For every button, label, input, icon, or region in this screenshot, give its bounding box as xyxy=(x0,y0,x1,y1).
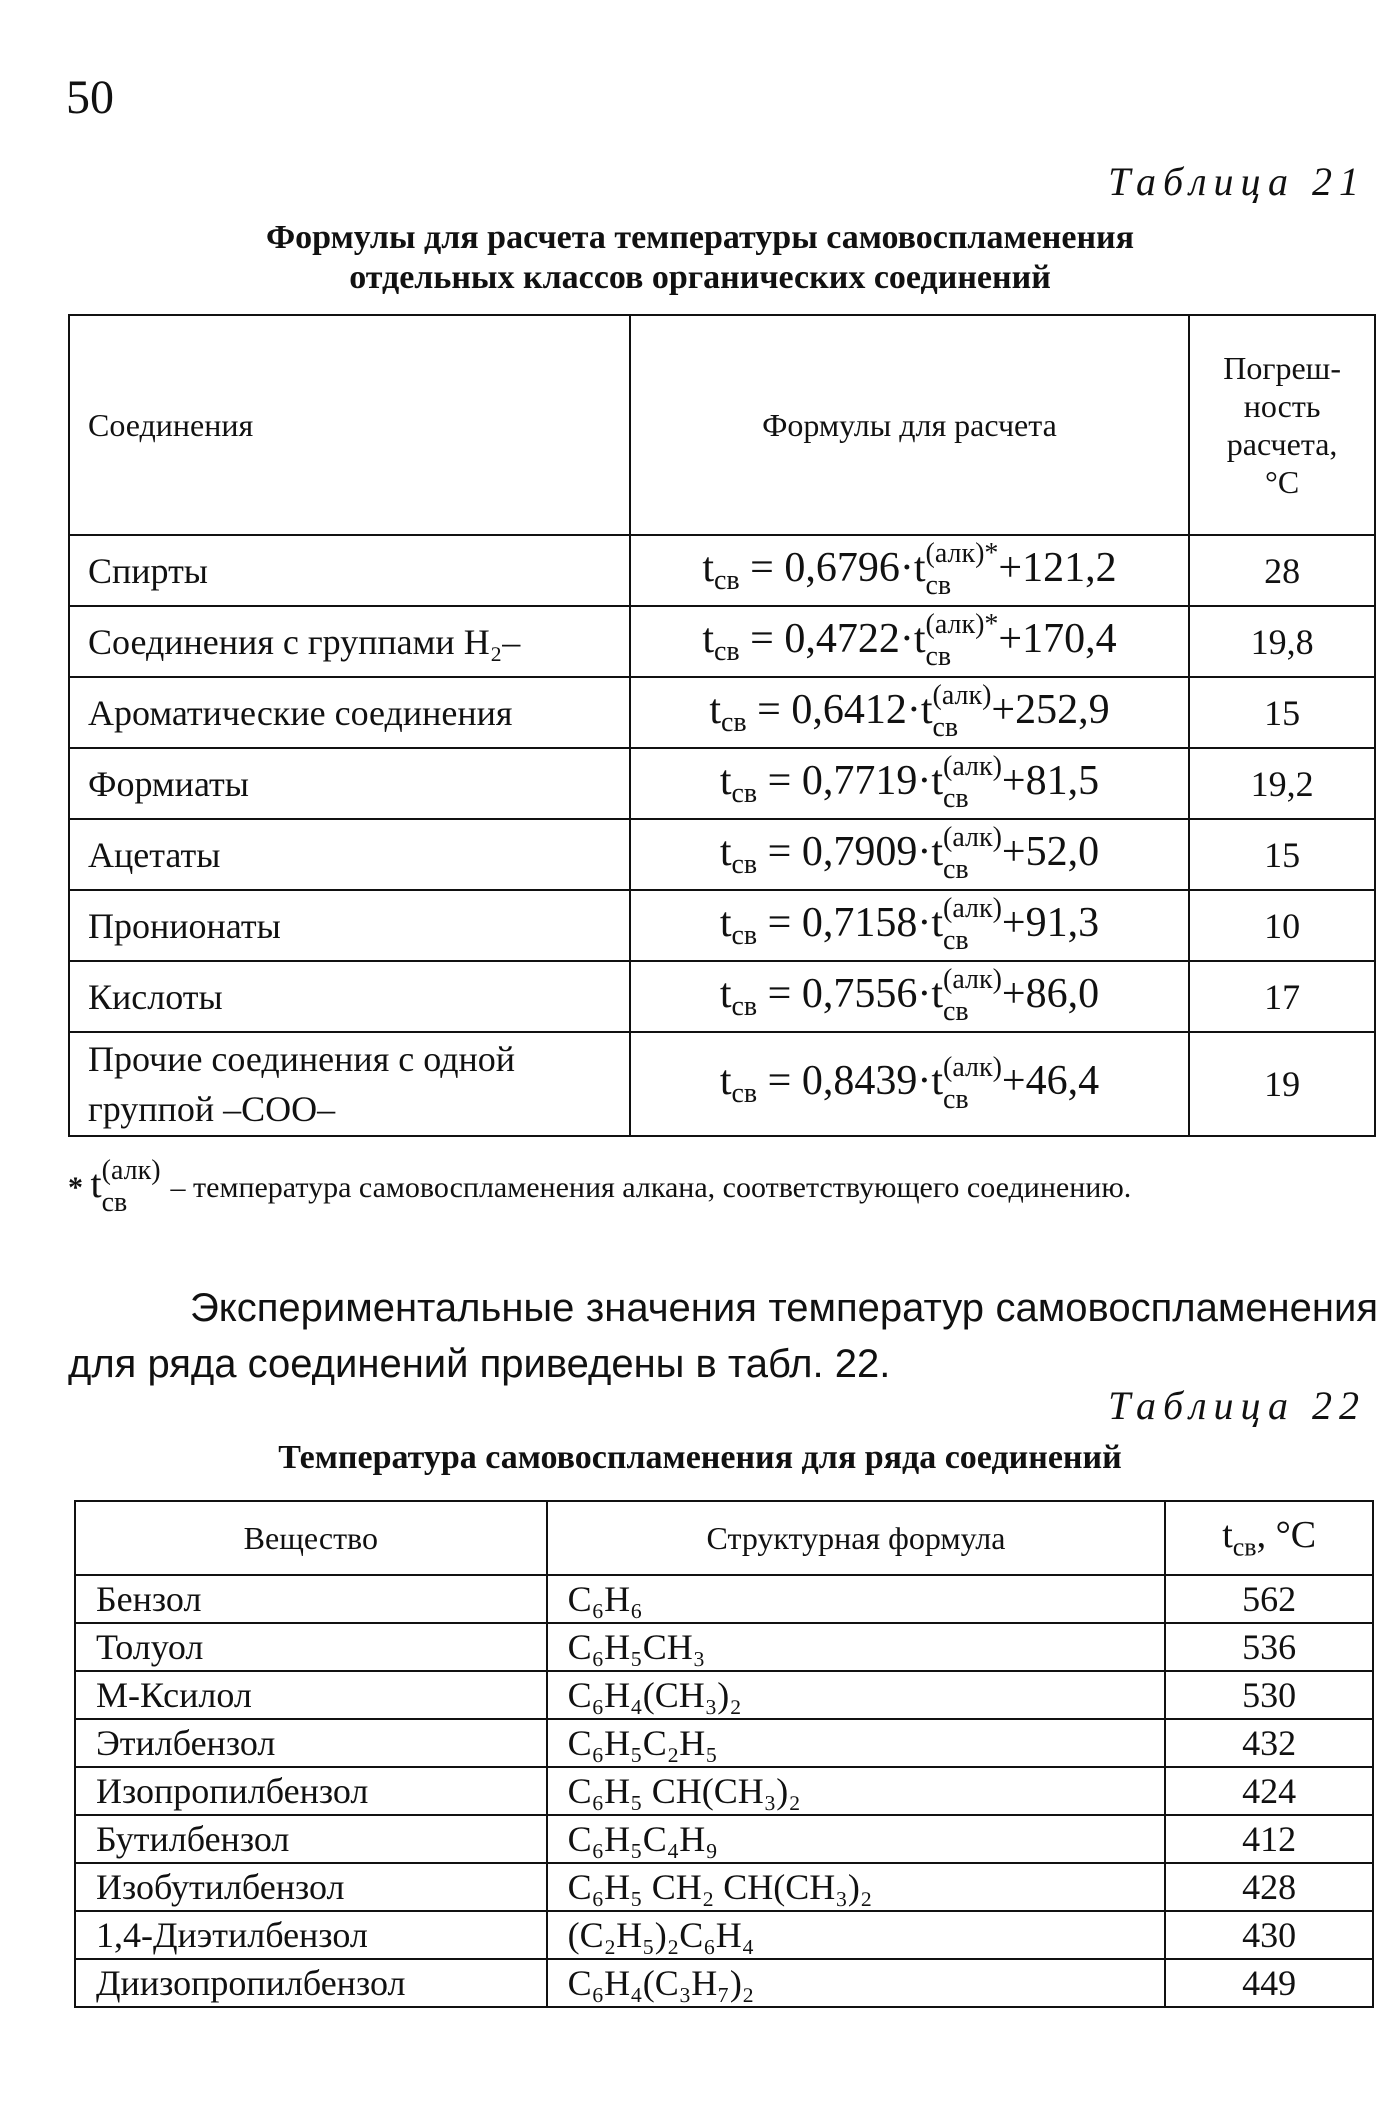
formula-sup: (алк) xyxy=(943,964,1002,996)
table-21 xyxy=(68,314,1376,1137)
structural-formula: C₆H₅ CH(CH₃)₂ xyxy=(547,1767,1166,1815)
structural-formula: (C₂H₅)₂C₆H₄ xyxy=(547,1911,1166,1959)
header-formulas: Формулы для расчета xyxy=(630,315,1190,535)
formula-equals: = xyxy=(739,615,785,662)
table-row xyxy=(75,1671,1373,1719)
substance-name: Бутилбензол xyxy=(75,1815,547,1863)
formula-t-sub: св xyxy=(731,848,758,880)
compound-name: Ацетаты xyxy=(69,819,630,890)
formula-t: t xyxy=(719,1058,732,1105)
formula-sub: св xyxy=(943,854,969,886)
formula-sub: св xyxy=(925,570,952,602)
formula-coefficient: 0,6412 xyxy=(791,686,907,733)
structural-formula: C₆H₅ CH₂ CH(CH₃)₂ xyxy=(547,1863,1166,1911)
table-row xyxy=(75,1863,1373,1911)
formula-t-alk: t xyxy=(913,544,926,591)
ignition-temperature: 536 xyxy=(1165,1623,1373,1671)
table-21-body xyxy=(69,535,1375,1136)
formula-equals: = xyxy=(757,970,802,1017)
compound-name: Прочие соединения с одной группой –СОО– xyxy=(69,1032,630,1136)
structural-formula: C₆H₅C₄H₉ xyxy=(547,1815,1166,1863)
formula-equals: = xyxy=(757,899,802,946)
table-21-title-line2: отдельных классов органических соединений xyxy=(349,259,1051,296)
footnote-star: * xyxy=(68,1171,83,1205)
formula-sub: св xyxy=(925,641,952,673)
header-temp-symbol: t xyxy=(1222,1514,1233,1557)
substance-name: Бензол xyxy=(75,1575,547,1623)
table-row xyxy=(69,1032,1375,1136)
formula-cell xyxy=(630,961,1190,1032)
formula-coefficient: 0,6796 xyxy=(784,544,900,591)
structural-formula: C₆H₄(C₃H₇)₂ xyxy=(547,1959,1166,2007)
formula-t-sub: св xyxy=(720,706,747,738)
header-structural-formula: Структурная формула xyxy=(547,1501,1166,1575)
formula-t-sub: св xyxy=(713,635,740,667)
formula-sup-sub xyxy=(943,893,1002,957)
formula-sup: (алк)* xyxy=(925,609,999,641)
substance-name: Диизопропилбензол xyxy=(75,1959,547,2007)
formula-sub: св xyxy=(932,712,959,744)
error-value: 19,2 xyxy=(1189,748,1375,819)
compound-name: Пронионаты xyxy=(69,890,630,961)
formula-sub: св xyxy=(943,1083,969,1115)
formula-coefficient: 0,7556 xyxy=(801,970,918,1017)
formula-t-sub: св xyxy=(731,919,758,951)
formula-constant: +252,9 xyxy=(991,686,1110,733)
formula-t: t xyxy=(719,899,732,946)
formula-cell xyxy=(630,606,1190,677)
structural-formula: C₆H₅C₂H₅ xyxy=(547,1719,1166,1767)
compound-name: Спирты xyxy=(69,535,630,606)
formula-t-alk: t xyxy=(931,1058,943,1105)
formula-constant: +52,0 xyxy=(1001,828,1100,875)
formula-t-sub: св xyxy=(731,1078,758,1110)
ignition-temperature: 432 xyxy=(1165,1719,1373,1767)
formula-sup-sub xyxy=(925,609,999,673)
substance-name: Изопропилбензол xyxy=(75,1767,547,1815)
table-22-title: Температура самовоспламенения для ряда соединений xyxy=(278,1439,1122,1476)
error-value: 28 xyxy=(1189,535,1375,606)
ignition-temperature: 428 xyxy=(1165,1863,1373,1911)
formula-equals: = xyxy=(757,1058,802,1105)
table-row xyxy=(75,1815,1373,1863)
formula-coefficient: 0,7158 xyxy=(801,899,918,946)
footnote-sup: (алк) xyxy=(101,1155,161,1186)
compound-name: Кислоты xyxy=(69,961,630,1032)
formula-cell xyxy=(630,535,1190,606)
formula-t-alk: t xyxy=(913,615,926,662)
table-row xyxy=(69,535,1375,606)
formula-cell xyxy=(630,748,1190,819)
formula-sup: (алк) xyxy=(943,893,1002,925)
formula-dot: · xyxy=(917,970,932,1017)
page-number: 50 xyxy=(66,71,114,124)
ignition-temperature: 562 xyxy=(1165,1575,1373,1623)
formula-t: t xyxy=(719,828,732,875)
formula-dot: · xyxy=(906,686,921,733)
formula-cell xyxy=(630,819,1190,890)
formula-t: t xyxy=(709,686,721,733)
substance-name: Изобутилбензол xyxy=(75,1863,547,1911)
header-compounds: Соединения xyxy=(69,315,630,535)
formula-sup: (алк) xyxy=(943,822,1002,854)
structural-formula: C₆H₆ xyxy=(547,1575,1166,1623)
formula-dot: · xyxy=(899,615,914,662)
header-error-line4: °С xyxy=(1265,464,1300,500)
table-row xyxy=(75,1719,1373,1767)
formula-sup: (алк)* xyxy=(925,538,999,570)
ignition-temperature: 430 xyxy=(1165,1911,1373,1959)
error-value: 17 xyxy=(1189,961,1375,1032)
header-substance: Вещество xyxy=(75,1501,547,1575)
substance-name: 1,4-Диэтилбензол xyxy=(75,1911,547,1959)
formula-coefficient: 0,4722 xyxy=(784,615,900,662)
table-row xyxy=(69,748,1375,819)
formula-t-alk: t xyxy=(931,757,943,804)
error-value: 10 xyxy=(1189,890,1375,961)
substance-name: М-Ксилол xyxy=(75,1671,547,1719)
footnote-symbol xyxy=(90,1155,171,1218)
table-21-title xyxy=(0,218,1400,298)
formula-t: t xyxy=(702,544,714,591)
header-error-line3: расчета, xyxy=(1226,426,1338,462)
error-value: 19 xyxy=(1189,1032,1375,1136)
table-21-caption: Таблица 21 xyxy=(1108,159,1366,204)
formula-t-alk: t xyxy=(931,970,943,1017)
formula-constant: +91,3 xyxy=(1001,899,1100,946)
table-row xyxy=(75,1767,1373,1815)
table-22-body xyxy=(75,1575,1373,2007)
formula-sup: (алк) xyxy=(943,751,1002,783)
table-22-caption: Таблица 22 xyxy=(1108,1383,1366,1428)
formula-t-alk: t xyxy=(931,899,943,946)
formula-t-sub: св xyxy=(731,777,758,809)
footnote-sup-sub xyxy=(101,1155,161,1218)
formula-constant: +121,2 xyxy=(998,544,1117,591)
header-temp-unit: , °С xyxy=(1256,1514,1317,1557)
table-21-header-row xyxy=(69,315,1375,535)
formula-cell xyxy=(630,677,1190,748)
table-row xyxy=(69,819,1375,890)
formula-constant: +46,4 xyxy=(1001,1058,1100,1105)
table-row xyxy=(69,890,1375,961)
table-row xyxy=(69,677,1375,748)
table-row xyxy=(75,1959,1373,2007)
formula-t-alk: t xyxy=(920,686,933,733)
ignition-temperature: 412 xyxy=(1165,1815,1373,1863)
formula-cell xyxy=(630,890,1190,961)
formula-dot: · xyxy=(917,757,932,804)
table-row xyxy=(75,1623,1373,1671)
formula-dot: · xyxy=(917,1058,932,1105)
body-paragraph: Экспериментальные значения температур самовоспламенения для ряда соединений приведены в табл. 22. xyxy=(68,1286,1378,1386)
compound-name: Ароматические соединения xyxy=(69,677,630,748)
table-row xyxy=(69,606,1375,677)
table-22-header-row xyxy=(75,1501,1373,1575)
substance-name: Этилбензол xyxy=(75,1719,547,1767)
formula-sup-sub xyxy=(943,964,1002,1028)
footnote-sub: св xyxy=(101,1187,128,1218)
formula-t: t xyxy=(719,970,732,1017)
formula-constant: +86,0 xyxy=(1001,970,1100,1017)
structural-formula: C₆H₅CH₃ xyxy=(547,1623,1166,1671)
formula-sup: (алк) xyxy=(943,1051,1002,1083)
formula-sub: св xyxy=(943,996,969,1028)
formula-equals: = xyxy=(746,686,792,733)
formula-t-sub: св xyxy=(731,990,758,1022)
formula-t: t xyxy=(702,615,714,662)
formula-sup-sub xyxy=(932,680,992,744)
formula-coefficient: 0,7719 xyxy=(801,757,918,804)
formula-cell xyxy=(630,1032,1190,1136)
table-row xyxy=(75,1911,1373,1959)
table-21-title-line1: Формулы для расчета температуры самовоспламенения xyxy=(265,219,1135,256)
formula-coefficient: 0,8439 xyxy=(801,1058,918,1105)
formula-sup-sub xyxy=(943,1051,1002,1115)
formula-equals: = xyxy=(757,757,802,804)
compound-name: Формиаты xyxy=(69,748,630,819)
formula-t: t xyxy=(719,757,732,804)
header-error xyxy=(1189,315,1375,535)
formula-sup-sub xyxy=(943,822,1002,886)
ignition-temperature: 424 xyxy=(1165,1767,1373,1815)
error-value: 15 xyxy=(1189,819,1375,890)
table-21-footnote xyxy=(68,1155,1378,1218)
header-temperature xyxy=(1165,1501,1373,1575)
footnote-t: t xyxy=(90,1161,102,1207)
table-row xyxy=(75,1575,1373,1623)
compound-name: Соединения с группами H₂– xyxy=(69,606,630,677)
formula-t-alk: t xyxy=(931,828,943,875)
formula-equals: = xyxy=(739,544,785,591)
ignition-temperature: 530 xyxy=(1165,1671,1373,1719)
ignition-temperature: 449 xyxy=(1165,1959,1373,2007)
formula-constant: +81,5 xyxy=(1001,757,1100,804)
formula-t-sub: св xyxy=(713,564,740,596)
header-temp-sub: св xyxy=(1232,1532,1257,1562)
formula-equals: = xyxy=(757,828,802,875)
formula-dot: · xyxy=(917,899,932,946)
footnote-text: – температура самовоспламенения алкана, соответствующего соединению. xyxy=(170,1171,1132,1205)
formula-constant: +170,4 xyxy=(998,615,1117,662)
formula-dot: · xyxy=(917,828,932,875)
substance-name: Толуол xyxy=(75,1623,547,1671)
formula-sub: св xyxy=(943,783,969,815)
formula-sub: св xyxy=(943,925,969,957)
formula-sup-sub xyxy=(943,751,1002,815)
table-22 xyxy=(74,1500,1374,2008)
error-value: 15 xyxy=(1189,677,1375,748)
header-error-line1: Погреш- xyxy=(1223,350,1341,386)
structural-formula: C₆H₄(CH₃)₂ xyxy=(547,1671,1166,1719)
table-row xyxy=(69,961,1375,1032)
error-value: 19,8 xyxy=(1189,606,1375,677)
header-error-line2: ность xyxy=(1243,388,1321,424)
formula-dot: · xyxy=(899,544,914,591)
formula-sup-sub xyxy=(925,538,999,602)
formula-sup: (алк) xyxy=(932,680,992,712)
formula-coefficient: 0,7909 xyxy=(801,828,918,875)
